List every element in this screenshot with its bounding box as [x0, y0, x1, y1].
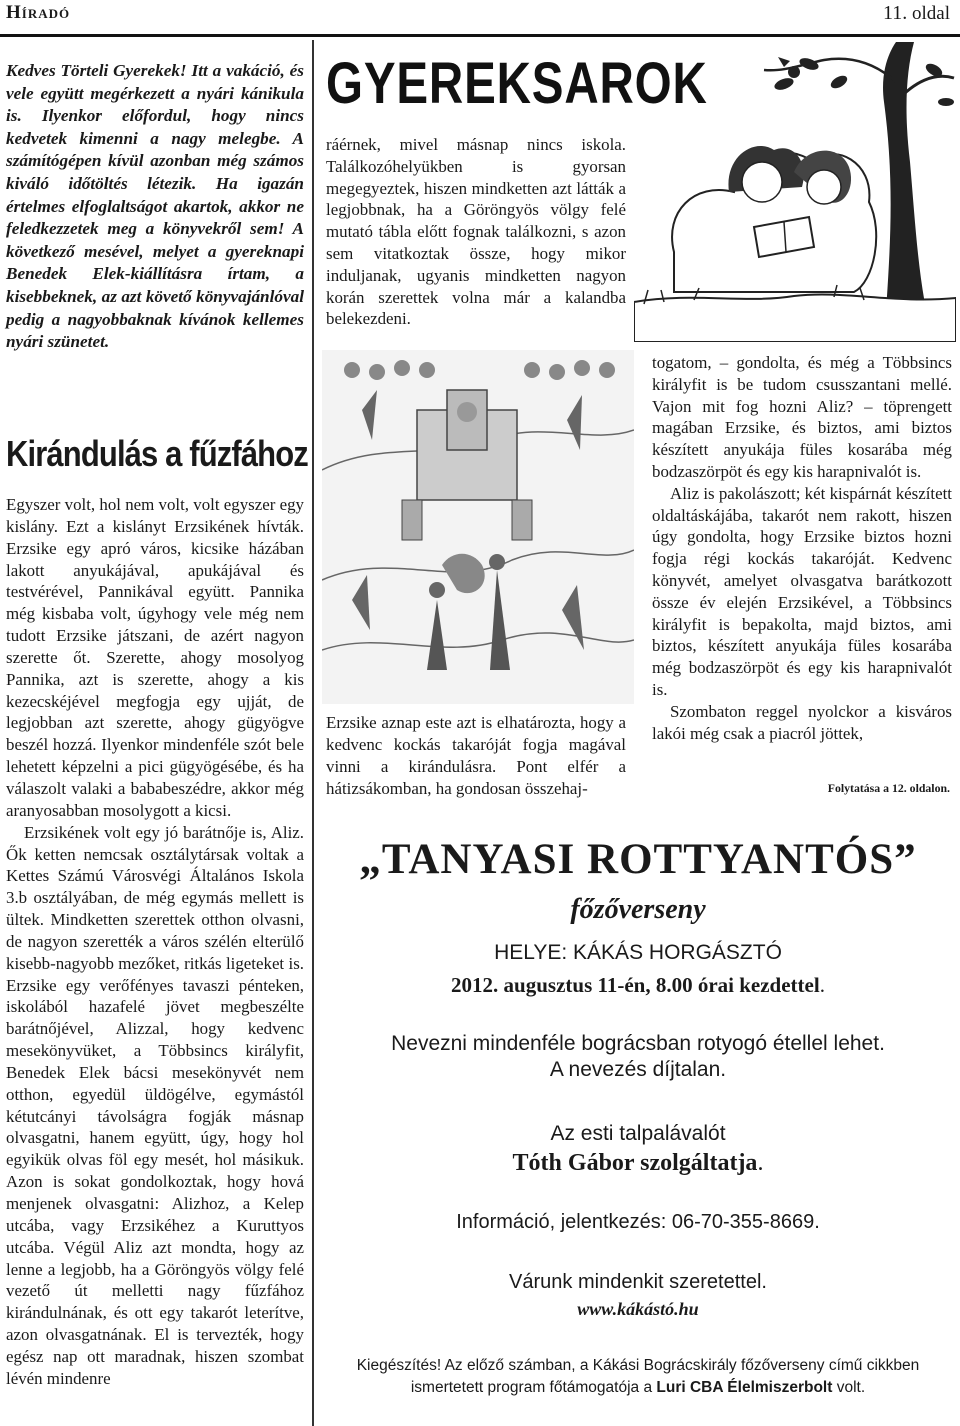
- paragraph: Szombaton reggel nyolckor a kisváros lakói még csak a piacról jöttek,: [652, 701, 952, 743]
- column-divider: [312, 40, 314, 1426]
- paragraph: togatom, – gondolta, és még a Többsincs királyfit is be tudom csusszantani mellé. Vajon mit fog hozni Aliz? – töprengett magában Erzsike, és biztos, ami biztos készített anyukája füles kosarába még bodzaszörpöt és egy kis harapnivalót is.: [652, 353, 952, 481]
- ad-contact: Információ, jelentkezés: 06-70-355-8669.: [456, 1211, 820, 1233]
- page-header: [0, 0, 960, 40]
- story-column-2-top: ráérnek, mivel másnap nincs iskola. Találkozóhelyükben is gyorsan megegyeztek, hiszen mindketten azt látták a legjobbnak, ha a Göröngyös völgy felé mutató tábla előtt fognak találkozni, s azon sem vitatkoztak össze, hogy mikor induljanak, ugyanis mindketten nagyon korán szerettek volna már a kalandba belekezdeni.: [326, 135, 626, 329]
- page-number-value: 11.: [882, 2, 908, 24]
- ad-place: HELYE: KÁKÁS HORGÁSZTÓ: [494, 941, 782, 964]
- newspaper-name: Híradó: [6, 2, 71, 23]
- header-rule: [0, 34, 960, 37]
- intro-text: Kedves Törteli Gyerekek! Itt a vakáció, és vele együtt megérkezett a nyári kánikula is. Ilyenkor előfordul, hogy nincs kedvetek kimenni a nagy melegbe. A számítógépen kívül azonban még számos kiváló időtöltés létezik. Ha igazán értelmes elfoglaltságot akartok, akkor ne feledkezzetek meg a könyvekről sem! A következő mesével, melyet a gyereknapi Benedek Elek-kiállításra írtam, a kisebbeknek, az azt követő könyvajánlóval pedig a nagyobbaknak kívánok kellemes nyári szünetet.: [6, 61, 304, 352]
- paragraph: Aliz is pakolászott; két kispárnát készített oldaltáskájába, takarót nem rakott, hiszen úgy gondolta, hogy Erzsike biztos hozni fogja régi kockás takaróját. Kedvenc könyvét, amelyet olvasgatva barátkozott össze év elején Erzsikével, a Többsincs királyfit is bepakolta, majd biztos, ami biztos, készített anyukája füles kosarába még bodzaszörpöt és egy kis harapnivalót is.: [652, 483, 952, 699]
- section-title: GYEREKSAROK: [326, 51, 708, 116]
- story-column-3: [652, 352, 952, 744]
- ad-music-name: Tóth Gábor szolgáltatja.: [512, 1150, 764, 1176]
- paragraph: Egyszer volt, hol nem volt, volt egyszer egy kislány. Ezt a kislányt Erzsikének hívták. Erzsike egy apró város, kicsike házában lakott anyukájával, apukájával és testvérével, Pannikával együtt. Pannika még kisbaba volt, úgyhogy vele még nem tudott Erzsike játszani, de azért nagyon szerette őt. Szerette, ahogy mosolyog Pannika, azt is szerette, ahogy a kis kezecskéjével megfogja egy ujját, de legjobban azt szerette, ahogy gügyögve beszél hozzá. Ilyenkor mindenféle szót bele lehetett képzelni a pici gügyögésébe, és ha válaszolt valaki a bababeszédre, akkor még aranyosabban mosolygott a kicsi.: [6, 495, 304, 820]
- ad-title: „TANYASI ROTTYANTÓS”: [359, 836, 917, 883]
- paragraph: Erzsikének volt egy jó barátnője is, Aliz. Ők ketten nemcsak osztálytársak voltak a Kettes Számú Városvégi Általános Iskola 3.b osztályában, de még egymás mellett is ültek. Mindketten szerettek otthon olvasni, de nagyon szerették a város szélén elterülő kisebb-nagyobb mezőket, ritkás ligeteket is. Erzsike egy verőfényes tavaszi pénteken, iskolából hazafelé jövet megbeszélte barátnőjével, Alizzal, hogy kedvenc mesekönyvüket, a Többsincs királyfit, Benedek Elek bácsi mesekönyvét nem otthon, egyedül üldögélve, egymástól kétutcányi távolságra fogják másnap olvasgatni, hanem együtt, úgy, hogy hol egyikük olvas föl egy mesét, hol másikuk. Azon is sokat gondolkoztak, hogy hová menjenek olvasgatni: Alizhoz, a Kelep utcába, vagy Erzsikéhez a Kuruttyos utcába. Végül Aliz azt mondta, hogy az lenne a legjobb, ha a Göröngyös völgy felé vezető út melletti nagy fűzfához kirándulnának, és ott egy takarót leterítve, azon olvasgatnának. El is tervezték, hogy egész nap ott maradnak, hiszen szombat lévén mindenre: [6, 822, 304, 1388]
- ad-music-intro: Az esti talpalávalót: [550, 1122, 726, 1145]
- event-advertisement: [326, 823, 950, 1422]
- page-number: [883, 2, 950, 25]
- story-title: Kirándulás a fűzfához: [6, 433, 308, 474]
- story-column-1: [6, 494, 304, 1390]
- ad-entry-info: Nevezni mindenféle bográcsban rotyogó étellel lehet. A nevezés díjtalan.: [391, 1032, 885, 1081]
- ad-supplement-note: Kiegészítés! Az előző számban, a Kákási Bográcskirály főzőverseny című cikkben ismertetett program főtámogatója a Luri CBA Élelmiszerbolt volt.: [356, 1357, 920, 1396]
- childrens-drawing-illustration: [322, 350, 634, 704]
- page-word: oldal: [912, 3, 950, 24]
- ad-subtitle: főzőverseny: [570, 894, 706, 925]
- ad-welcome: Várunk mindenkit szeretettel.: [509, 1271, 767, 1293]
- ad-website: www.kákástó.hu: [577, 1299, 699, 1319]
- story-column-2-bottom: Erzsike aznap este azt is elhatározta, hogy a kedvenc kockás takaróját fogja magával vinni a kirándulásra. Pont elfér a hátizsákomban, ha gondosan összehaj-: [326, 713, 626, 798]
- continued-note: Folytatása a 12. oldalon.: [827, 781, 950, 795]
- ad-date: 2012. augusztus 11-én, 8.00 órai kezdettel.: [451, 973, 825, 997]
- reading-girls-illustration: [634, 42, 956, 342]
